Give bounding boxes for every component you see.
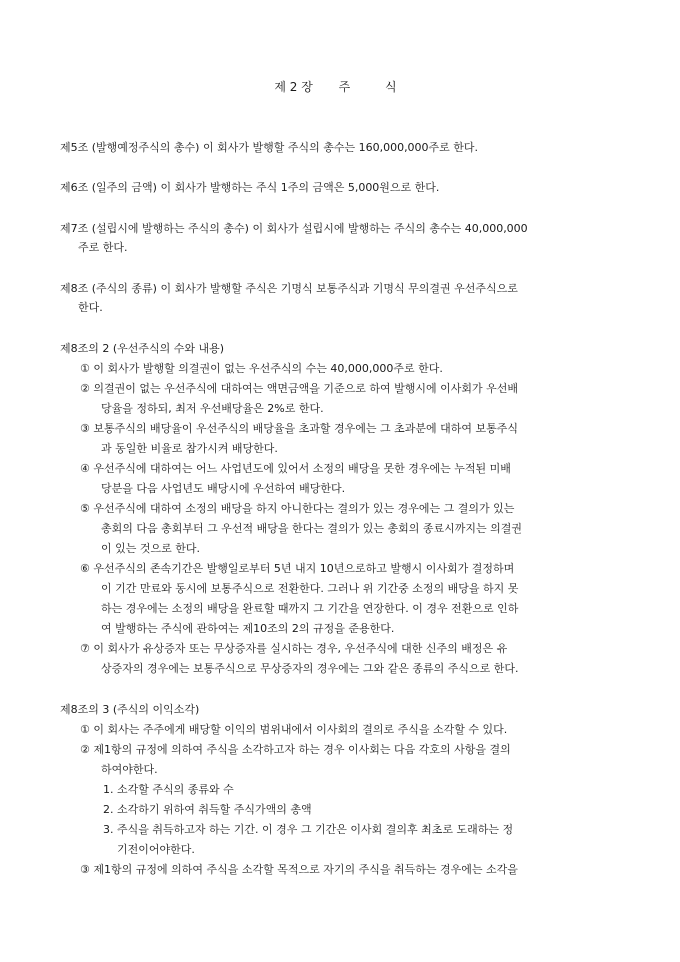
article-8-3-heading: 제8조의 3 (주식의 이익소각) (60, 703, 200, 716)
article-7: 제7조 (설립시에 발행하는 주식의 총수) 이 회사가 설립시에 발행하는 주식의 총수는 40,000,000 (60, 222, 528, 235)
article-8-2-item-7-cont: 상증자의 경우에는 보통주식으로 무상증자의 경우에는 그와 같은 종류의 주식으로 한다. (101, 662, 519, 675)
chapter-title (0, 78, 680, 95)
article-7-cont: 주로 한다. (78, 241, 128, 254)
article-6: 제6조 (일주의 금액) 이 회사가 발행하는 주식 1주의 금액은 5,000원으로 한다. (60, 181, 440, 194)
article-8-2-item-4-cont: 당분을 다음 사업년도 배당시에 우선하여 배당한다. (101, 482, 346, 495)
article-8-2-item-5-cont-1: 총회의 다음 총회부터 그 우선적 배당을 한다는 결의가 있는 총회의 종료시까지는 의결권 (101, 522, 522, 535)
article-8-2-item-6-cont-3: 여 발행하는 주식에 관하여는 제10조의 2의 규정을 준용한다. (101, 622, 395, 635)
article-8-3-subitem-1: 1. 소각할 주식의 종류와 수 (103, 783, 234, 796)
article-8-3-item-3: ③ 제1항의 규정에 의하여 주식을 소각할 목적으로 자기의 주식을 취득하는 경우에는 소각을 (80, 863, 518, 876)
article-8-3-item-2-cont: 하여야한다. (101, 763, 158, 776)
article-8-2-item-3-cont: 과 동일한 비율로 참가시켜 배당한다. (101, 442, 278, 455)
chapter-title-number: 제 2 장 (274, 80, 313, 94)
article-8-2-item-2-cont: 당율을 정하되, 최저 우선배당율은 2%로 한다. (101, 402, 324, 415)
article-8-2-item-6-cont-1: 이 기간 만료와 동시에 보통주식으로 전환한다. 그러나 위 기간중 소정의 배당을 하지 못 (101, 582, 519, 595)
article-8-3-subitem-2: 2. 소각하기 위하여 취득할 주식가액의 총액 (103, 803, 312, 816)
article-8-2-item-1: ① 이 회사가 발행할 의결권이 없는 우선주식의 수는 40,000,000주로 한다. (80, 362, 443, 375)
article-8-2-item-6-cont-2: 하는 경우에는 소정의 배당을 완료할 때까지 그 기간을 연장한다. 이 경우 전환으로 인하 (101, 602, 519, 615)
article-8-2-item-5: ⑤ 우선주식에 대하여 소정의 배당을 하지 아니한다는 결의가 있는 경우에는 그 결의가 있는 (80, 502, 515, 515)
article-8-2-item-3: ③ 보통주식의 배당율이 우선주식의 배당율을 초과할 경우에는 그 초과분에 대하여 보통주식 (80, 422, 518, 435)
article-8-2-item-6: ⑥ 우선주식의 존속기간은 발행일로부터 5년 내지 10년으로하고 발행시 이사회가 결정하며 (80, 562, 515, 575)
article-8-2-item-4: ④ 우선주식에 대하여는 어느 사업년도에 있어서 소정의 배당을 못한 경우에는 누적된 미배 (80, 462, 511, 475)
article-8: 제8조 (주식의 종류) 이 회사가 발행할 주식은 기명식 보통주식과 기명식 무의결권 우선주식으로 (60, 282, 518, 295)
chapter-title-word-2: 식 (385, 80, 397, 94)
article-8-2-heading: 제8조의 2 (우선주식의 수와 내용) (60, 342, 225, 355)
article-8-3-item-2: ② 제1항의 규정에 의하여 주식을 소각하고자 하는 경우 이사회는 다음 각호의 사항을 결의 (80, 743, 511, 756)
article-8-3-subitem-3-cont: 기전이어야한다. (117, 843, 195, 856)
article-5: 제5조 (발행예정주식의 총수) 이 회사가 발행할 주식의 총수는 160,000,000주로 한다. (60, 141, 479, 154)
article-8-3-subitem-3: 3. 주식을 취득하고자 하는 기간. 이 경우 그 기간은 이사회 결의후 최초로 도래하는 정 (103, 823, 514, 836)
chapter-title-word-1: 주 (338, 80, 351, 94)
article-8-2-item-7: ⑦ 이 회사가 유상증자 또는 무상증자를 실시하는 경우, 우선주식에 대한 신주의 배정은 유 (80, 642, 508, 655)
article-8-2-item-5-cont-2: 이 있는 것으로 한다. (101, 542, 200, 555)
article-8-2-item-2: ② 의결권이 없는 우선주식에 대하여는 액면금액을 기준으로 하여 발행시에 이사회가 우선배 (80, 382, 518, 395)
article-8-cont: 한다. (78, 301, 103, 314)
article-8-3-item-1: ① 이 회사는 주주에게 배당할 이익의 범위내에서 이사회의 결의로 주식을 소각할 수 있다. (80, 723, 508, 736)
